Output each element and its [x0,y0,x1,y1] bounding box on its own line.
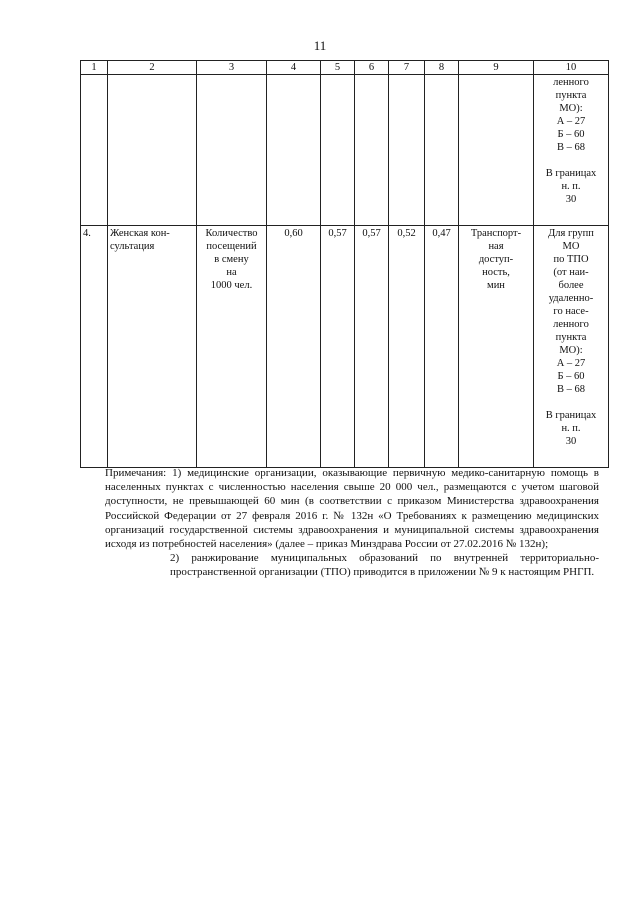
page-number: 11 [313,38,327,53]
cell-line: В границах [545,168,597,179]
cell-value-7: 0,52 [389,226,425,468]
cell-line: пункта [555,90,587,101]
cell-line: мин [487,280,505,291]
cell-line: ленного [553,319,589,330]
cell-line [536,396,606,409]
cell-line: Транспорт- [470,228,522,239]
cell-line: ность, [482,267,510,278]
header-cell: 9 [459,61,534,75]
cell-line: го насе- [553,306,589,317]
cell-value-4: 0,60 [267,226,321,468]
cell-line: В границах [545,410,597,421]
cell-value-6: 0,57 [355,226,389,468]
cell-line: в смену [214,254,249,265]
header-cell: 3 [197,61,267,75]
header-cell: 4 [267,61,321,75]
note-1-text: 1) медицинские организации, оказывающие первичную медико-санитарную помощь в населенных пунктах с численностью населения свыше 20 000 чел., размещаются с учетом шаговой доступности, не превышающей 60 мин (в соответствии с приказом Министерства здравоохранения Российской Федерации от 27 февраля 2016 г. № 132н «О Требованиях к размещению медицинских организаций государственной системы здравоохранения и муниципальной системы здравоохранения исходя из потребностей населения» (далее – приказ Минздрава России от 27.02.2016 № 132н); [105,467,599,551]
cell-line: по ТПО [553,254,589,265]
header-cell: 5 [321,61,355,75]
cell-line: Для групп [548,228,594,239]
cell-line: В – 68 [556,142,585,153]
cell-line: более [558,280,584,291]
header-cell: 7 [389,61,425,75]
cell-name [108,226,197,468]
header-cell: 1 [81,61,108,75]
cell-line: 1000 чел. [210,280,253,291]
header-cell: 2 [108,61,197,75]
cell-number: 4. [81,226,108,468]
cell-value-8: 0,47 [425,226,459,468]
header-cell: 8 [425,61,459,75]
notes-block [105,466,599,580]
header-cell: 10 [534,61,609,75]
cell-line: посещений [206,241,257,252]
cell-col10 [534,226,609,468]
notes-label: Примечания: [105,467,167,479]
cell-line: МО): [559,103,583,114]
cell-line: ная [488,241,504,252]
cell-line: МО): [559,345,583,356]
cell-line: (от наи- [553,267,589,278]
cell-line: 30 [565,194,577,205]
note-1 [105,466,599,551]
note-2 [105,551,599,579]
cell-line: Женская кон- [110,228,170,239]
cell-line: А – 27 [556,116,586,127]
cell-value-5: 0,57 [321,226,355,468]
standards-table [80,60,609,468]
header-row [81,61,609,75]
cell-line: Количество [205,228,258,239]
cell-line: на [226,267,237,278]
cell-col9 [459,226,534,468]
cell-line: н. п. [561,423,581,434]
cell-line: МО [562,241,580,252]
cell-line: В – 68 [556,384,585,395]
cell-line: сультация [110,241,155,252]
table-row-continued [81,75,609,226]
cell-line: н. п. [561,181,581,192]
cell-line: А – 27 [556,358,586,369]
note-2-text: 2) ранжирование муниципальных образований по внутренней территориально-пространственной организации (ТПО) приводится в приложении № 9 к настоящим РНГП. [170,552,599,579]
cell-line: пункта [555,332,587,343]
cell-line [536,154,606,167]
cell-indicator [197,226,267,468]
table-row-4 [81,226,609,468]
cell-line: Б – 60 [557,129,585,140]
cell-line: Б – 60 [557,371,585,382]
cell-line: ленного [553,77,589,88]
cell-line: доступ- [478,254,514,265]
cell-col10-continued [534,75,609,226]
cell-line: удаленно- [548,293,594,304]
cell-line: 30 [565,436,577,447]
header-cell: 6 [355,61,389,75]
